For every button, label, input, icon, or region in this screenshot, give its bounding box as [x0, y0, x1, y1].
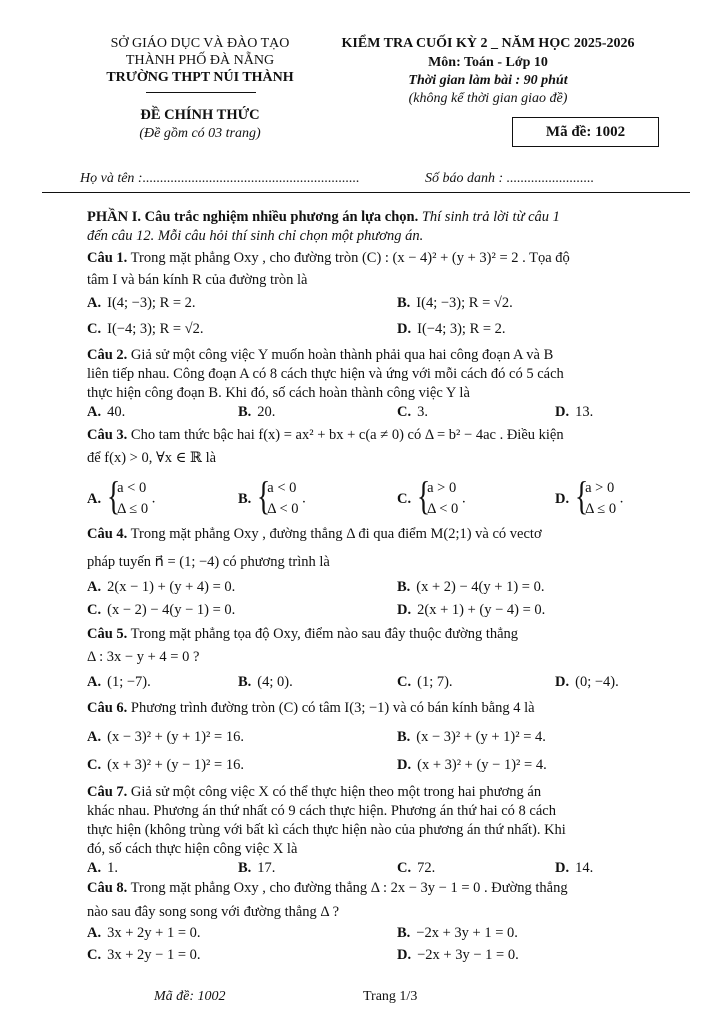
- question-2-number: Câu 2.: [87, 347, 128, 363]
- question-6-text-1: Phương trình đường tròn (C) có tâm I(3; −1) và có bán kính bằng 4 là: [130, 700, 535, 716]
- question-7-text-2: khác nhau. Phương án thứ nhất có 9 cách thực hiện. Phương án thứ hai có 8 cách: [87, 803, 556, 819]
- q7-option-b-text: 17.: [257, 860, 276, 876]
- student-id-field: Số báo danh : .........................: [425, 171, 595, 186]
- q8-option-d-text: −2x + 3y − 1 = 0.: [417, 947, 519, 963]
- option-label: B.: [397, 295, 411, 311]
- q5-option-b-text: (4; 0).: [257, 674, 293, 690]
- q5-option-a[interactable]: [87, 674, 151, 691]
- q2-option-d-text: 13.: [575, 404, 594, 420]
- q7-option-d[interactable]: [555, 860, 593, 877]
- header-underline: [146, 92, 256, 93]
- footer-exam-code: Mã đề: 1002: [154, 989, 226, 1004]
- exam-title: KIỂM TRA CUỐI KỲ 2 _ NĂM HỌC 2025-2026: [341, 36, 635, 51]
- q4-option-a-text: 2(x − 1) + (y + 4) = 0.: [107, 579, 236, 595]
- option-label: C.: [397, 404, 412, 420]
- q2-option-a-text: 40.: [107, 404, 126, 420]
- q1-option-a[interactable]: [87, 295, 196, 312]
- option-label: A.: [87, 925, 102, 941]
- question-3-number: Câu 3.: [87, 427, 128, 443]
- q2-option-a[interactable]: [87, 404, 125, 421]
- question-7-text-4: đó, số cách thực hiện công việc X là: [87, 841, 298, 857]
- option-label: A.: [87, 490, 102, 507]
- question-3-text-1: Cho tam thức bậc hai f(x) = ax² + bx + c(a ≠ 0) có Δ = b² − 4ac . Điều kiện: [130, 427, 564, 443]
- exam-code: Mã đề: 1002: [545, 124, 626, 140]
- time-note: (không kể thời gian giao đề): [408, 91, 568, 106]
- question-1: [87, 250, 570, 267]
- q6-option-b-text: (x − 3)² + (y + 1)² = 4.: [416, 729, 546, 745]
- section-instruction-2: đến câu 12. Mỗi câu hỏi thí sinh chỉ chọn một phương án.: [87, 228, 424, 244]
- question-4-number: Câu 4.: [87, 526, 128, 542]
- option-label: D.: [397, 947, 412, 963]
- option-label: D.: [555, 860, 570, 876]
- q4-option-c[interactable]: [87, 602, 235, 619]
- q4-option-c-text: (x − 2) − 4(y − 1) = 0.: [107, 602, 236, 618]
- question-1-number: Câu 1.: [87, 250, 128, 266]
- option-label: B.: [238, 404, 252, 420]
- question-4-text-1: Trong mặt phẳng Oxy , đường thẳng Δ đi qua điểm M(2;1) và có vectơ: [130, 526, 542, 542]
- question-5: [87, 626, 518, 643]
- question-7-text-1: Giả sử một công việc X có thể thực hiện theo một trong hai phương án: [130, 784, 542, 800]
- q8-option-d[interactable]: [397, 947, 519, 964]
- q3-option-c-line-1: a > 0: [427, 480, 457, 496]
- q4-option-a[interactable]: [87, 579, 235, 596]
- school-name: TRƯỜNG THPT NÚI THÀNH: [106, 70, 294, 85]
- q5-option-d-text: (0; −4).: [575, 674, 619, 690]
- q8-option-b[interactable]: [397, 925, 518, 942]
- question-2-text-3: thực hiện công đoạn B. Khi đó, số cách hoàn thành công việc Y là: [87, 385, 470, 401]
- q3-option-a-line-1: a < 0: [117, 480, 147, 496]
- question-3-text-2: để f(x) > 0, ∀x ∈ ℝ là: [87, 450, 217, 466]
- q3-option-a-line-2: Δ ≤ 0: [117, 501, 149, 517]
- question-7-text-3: thực hiện (không trùng với bất kì cách thực hiện nào của phương án thứ nhất). Khi: [87, 822, 566, 838]
- q5-option-b[interactable]: [238, 674, 293, 691]
- q3-option-a-system: [107, 478, 148, 520]
- question-3: [87, 427, 564, 444]
- option-label: D.: [397, 321, 412, 337]
- q3-option-b-system: [257, 478, 298, 520]
- option-label: B.: [238, 490, 252, 507]
- question-1-text-1: Trong mặt phẳng Oxy , cho đường tròn (C) : (x − 4)² + (y + 3)² = 2 . Tọa độ: [130, 250, 570, 266]
- q1-option-c-text: I(−4; 3); R = √2.: [107, 321, 204, 337]
- q3-option-d[interactable]: D.{ a > 0 Δ ≤ 0 .: [555, 478, 623, 520]
- question-7: [87, 784, 541, 801]
- section-instruction-1: Thí sinh trả lời từ câu 1: [421, 209, 560, 225]
- q4-option-d[interactable]: [397, 602, 545, 619]
- q1-option-c[interactable]: [87, 321, 204, 338]
- q8-option-c-text: 3x + 2y − 1 = 0.: [107, 947, 201, 963]
- department-name: SỞ GIÁO DỤC VÀ ĐÀO TẠO: [110, 36, 290, 51]
- q7-option-a[interactable]: [87, 860, 118, 877]
- option-label: B.: [238, 674, 252, 690]
- option-label: D.: [397, 757, 412, 773]
- q8-option-b-text: −2x + 3y + 1 = 0.: [416, 925, 518, 941]
- q3-option-d-line-1: a > 0: [585, 480, 615, 496]
- footer-page-number: Trang 1/3: [363, 989, 418, 1004]
- exam-code-box: [512, 117, 659, 147]
- q7-option-c[interactable]: [397, 860, 435, 877]
- q1-option-a-text: I(4; −3); R = 2.: [107, 295, 196, 311]
- option-label: C.: [87, 602, 102, 618]
- q6-option-a[interactable]: [87, 729, 244, 746]
- q1-option-b[interactable]: [397, 295, 513, 312]
- section-heading: [87, 209, 560, 226]
- question-8-number: Câu 8.: [87, 880, 128, 896]
- q1-option-d[interactable]: [397, 321, 506, 338]
- q5-option-c[interactable]: [397, 674, 453, 691]
- q3-option-b-line-1: a < 0: [267, 480, 297, 496]
- q2-option-b[interactable]: [238, 404, 275, 421]
- question-1-text-2: tâm I và bán kính R của đường tròn là: [87, 272, 308, 288]
- q1-option-b-text: I(4; −3); R = √2.: [416, 295, 513, 311]
- q5-option-c-text: (1; 7).: [417, 674, 453, 690]
- option-label: C.: [87, 947, 102, 963]
- section-title: PHẦN I. Câu trắc nghiệm nhiều phương án lựa chọn.: [87, 209, 419, 225]
- q5-option-d[interactable]: [555, 674, 619, 691]
- question-6: [87, 700, 535, 717]
- q1-option-d-text: I(−4; 3); R = 2.: [417, 321, 506, 337]
- city-name: THÀNH PHỐ ĐÀ NẴNG: [125, 53, 275, 68]
- q6-option-c[interactable]: [87, 757, 244, 774]
- question-6-number: Câu 6.: [87, 700, 128, 716]
- q3-option-a[interactable]: A.{ a < 0 Δ ≤ 0 .: [87, 478, 155, 520]
- subject-line: Môn: Toán - Lớp 10: [428, 55, 548, 70]
- option-label: C.: [87, 757, 102, 773]
- header-divider: [42, 192, 690, 193]
- option-label: B.: [397, 925, 411, 941]
- question-5-text-1: Trong mặt phẳng tọa độ Oxy, điểm nào sau đây thuộc đường thẳng: [130, 626, 519, 642]
- q8-option-a-text: 3x + 2y + 1 = 0.: [107, 925, 201, 941]
- q7-option-c-text: 72.: [417, 860, 436, 876]
- q7-option-a-text: 1.: [107, 860, 118, 876]
- question-2: [87, 347, 553, 364]
- option-label: D.: [397, 602, 412, 618]
- option-label: D.: [555, 674, 570, 690]
- q6-option-d-text: (x + 3)² + (y − 1)² = 4.: [417, 757, 547, 773]
- question-8-text-2: nào sau đây song song với đường thẳng Δ ?: [87, 904, 340, 920]
- option-label: B.: [397, 729, 411, 745]
- question-4: [87, 526, 542, 543]
- q6-option-b[interactable]: [397, 729, 546, 746]
- q2-option-c-text: 3.: [417, 404, 428, 420]
- q3-option-c-system: [417, 478, 458, 520]
- page-count-note: (Đề gồm có 03 trang): [139, 126, 261, 141]
- q2-option-d[interactable]: [555, 404, 593, 421]
- question-2-text-1: Giả sử một công việc Y muốn hoàn thành phải qua hai công đoạn A và B: [130, 347, 554, 363]
- student-name-field: Họ và tên :..............................................................: [80, 171, 360, 186]
- option-label: B.: [238, 860, 252, 876]
- option-label: C.: [397, 674, 412, 690]
- question-7-number: Câu 7.: [87, 784, 128, 800]
- q5-option-a-text: (1; −7).: [107, 674, 151, 690]
- q3-option-d-system: [575, 478, 616, 520]
- option-label: A.: [87, 295, 102, 311]
- q3-option-c-line-2: Δ < 0: [427, 501, 459, 517]
- q3-option-c[interactable]: C.{ a > 0 Δ < 0 .: [397, 478, 466, 520]
- q3-option-b[interactable]: B.{ a < 0 Δ < 0 .: [238, 478, 306, 520]
- option-label: C.: [397, 490, 412, 507]
- option-label: C.: [397, 860, 412, 876]
- q3-option-b-line-2: Δ < 0: [267, 501, 299, 517]
- option-label: B.: [397, 579, 411, 595]
- option-label: A.: [87, 729, 102, 745]
- question-5-text-2: Δ : 3x − y + 4 = 0 ?: [87, 649, 200, 665]
- option-label: A.: [87, 404, 102, 420]
- q6-option-d[interactable]: [397, 757, 547, 774]
- question-4-text-2: pháp tuyến n⃗ = (1; −4) có phương trình là: [87, 554, 330, 570]
- q8-option-c[interactable]: [87, 947, 201, 964]
- official-label: ĐỀ CHÍNH THỨC: [140, 107, 260, 123]
- question-8: [87, 880, 568, 897]
- q2-option-b-text: 20.: [257, 404, 276, 420]
- option-label: A.: [87, 579, 102, 595]
- q6-option-c-text: (x + 3)² + (y − 1)² = 16.: [107, 757, 244, 773]
- time-limit: Thời gian làm bài : 90 phút: [408, 73, 568, 88]
- q6-option-a-text: (x − 3)² + (y + 1)² = 16.: [107, 729, 244, 745]
- question-8-text-1: Trong mặt phẳng Oxy , cho đường thẳng Δ : 2x − 3y − 1 = 0 . Đường thẳng: [130, 880, 568, 896]
- q7-option-b[interactable]: [238, 860, 275, 877]
- option-label: A.: [87, 674, 102, 690]
- q3-option-d-line-2: Δ ≤ 0: [585, 501, 617, 517]
- option-label: A.: [87, 860, 102, 876]
- q4-option-b-text: (x + 2) − 4(y + 1) = 0.: [416, 579, 545, 595]
- q4-option-d-text: 2(x + 1) + (y − 4) = 0.: [417, 602, 546, 618]
- q4-option-b[interactable]: [397, 579, 544, 596]
- q7-option-d-text: 14.: [575, 860, 594, 876]
- option-label: C.: [87, 321, 102, 337]
- question-2-text-2: liên tiếp nhau. Công đoạn A có 8 cách thực hiện và ứng với mỗi cách đó có 5 cách: [87, 366, 564, 382]
- q2-option-c[interactable]: [397, 404, 428, 421]
- q8-option-a[interactable]: [87, 925, 201, 942]
- option-label: D.: [555, 404, 570, 420]
- option-label: D.: [555, 490, 570, 507]
- question-5-number: Câu 5.: [87, 626, 128, 642]
